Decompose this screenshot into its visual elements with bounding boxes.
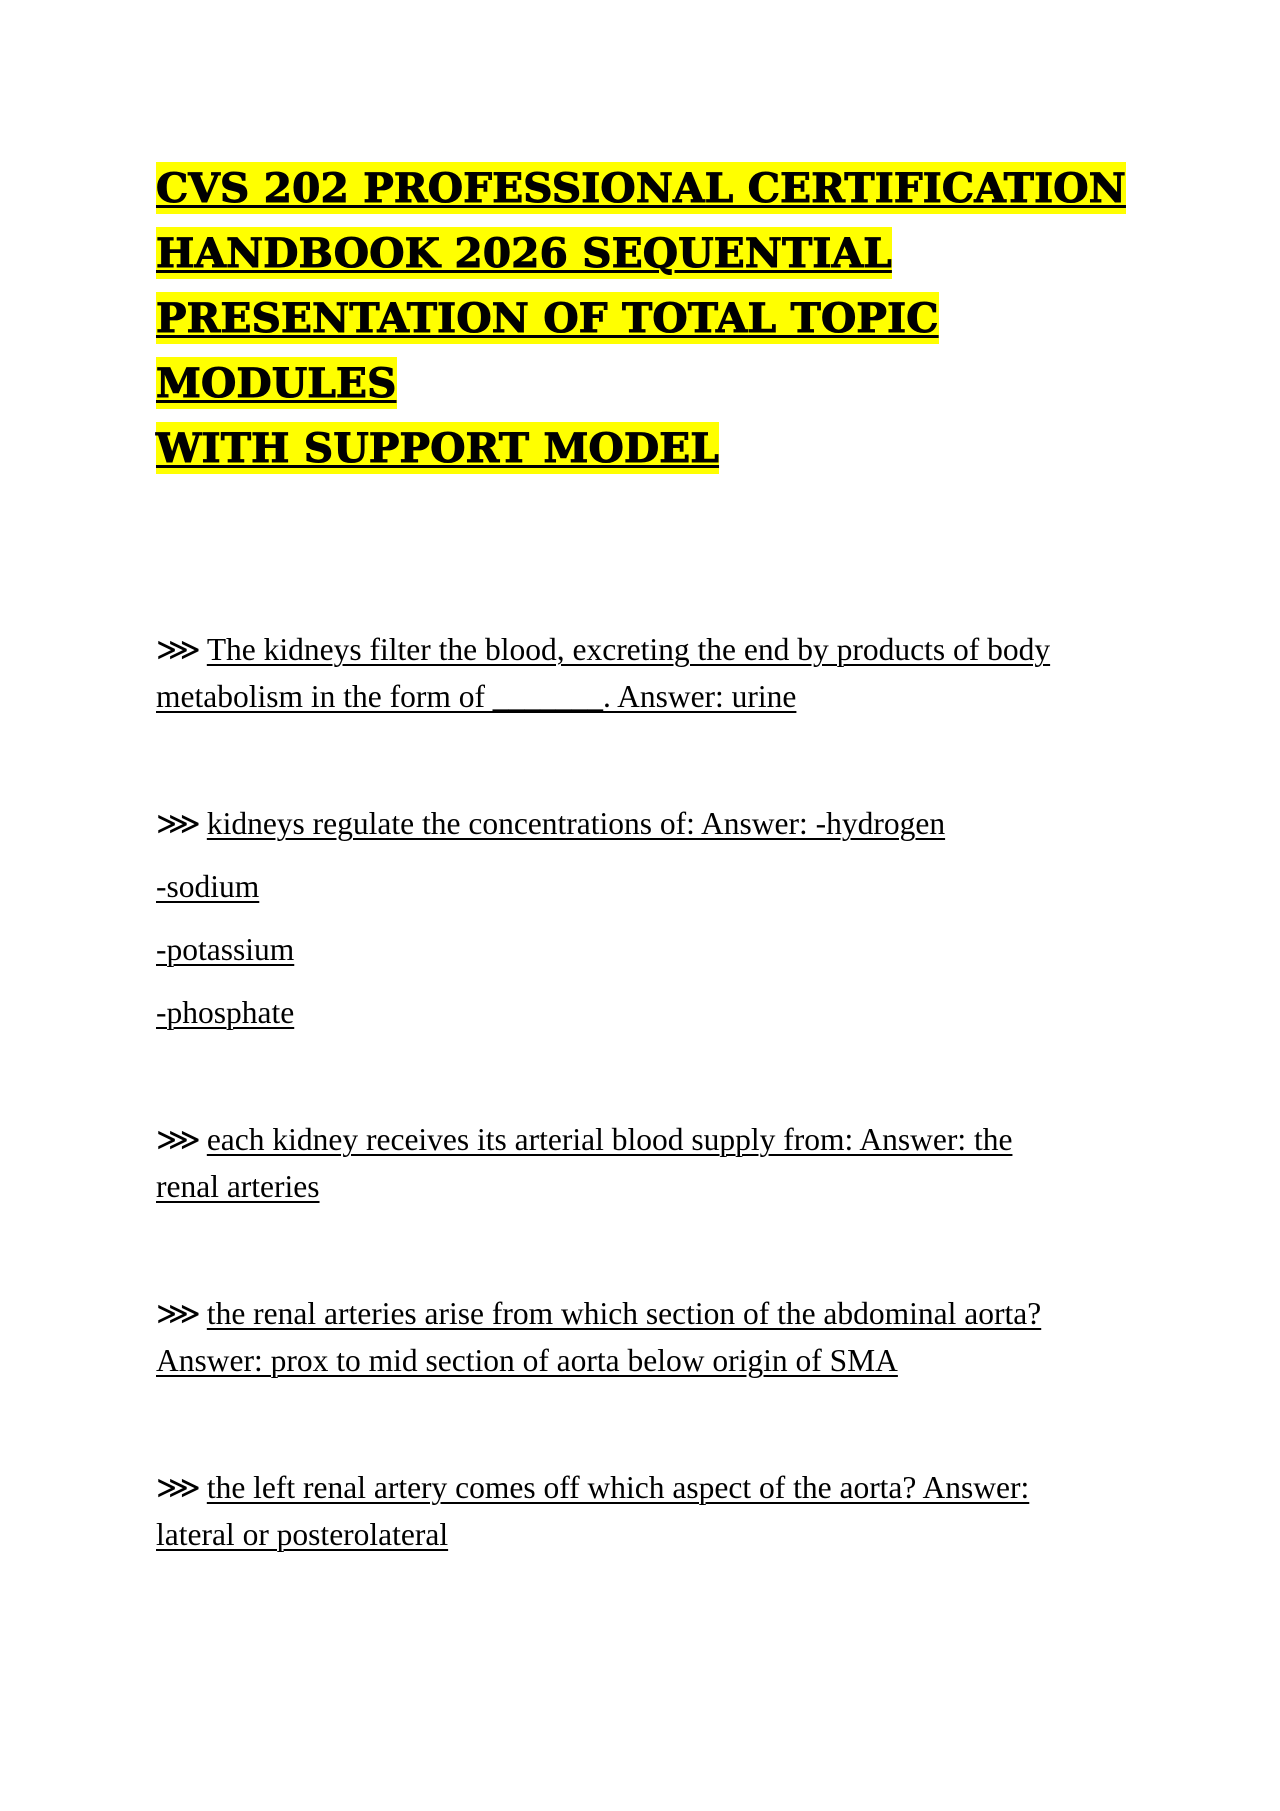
qa-text: the left renal artery comes off which aspect of the aorta? Answer:	[206, 1470, 1030, 1505]
qa-item	[156, 1464, 1136, 1558]
arrow-bullet-icon: ⋙	[156, 632, 201, 667]
qa-list	[156, 626, 1136, 1638]
arrow-bullet-icon: ⋙	[156, 1296, 201, 1331]
qa-text: Answer: prox to mid section of aorta below origin of SMA	[156, 1343, 898, 1378]
qa-answer-item: -potassium	[156, 932, 295, 967]
qa-question-line	[156, 626, 1136, 673]
qa-text: lateral or posterolateral	[156, 1517, 449, 1552]
title-line: HANDBOOK 2026 SEQUENTIAL	[156, 229, 892, 277]
arrow-bullet-icon: ⋙	[156, 1470, 201, 1505]
qa-answer-item: -sodium	[156, 869, 260, 904]
arrow-bullet-icon: ⋙	[156, 806, 201, 841]
qa-question-line	[156, 1116, 1136, 1163]
qa-text: the renal arteries arise from which section of the abdominal aorta?	[206, 1296, 1042, 1331]
qa-question-line	[156, 1464, 1136, 1511]
title-line: CVS 202 PROFESSIONAL CERTIFICATION	[156, 164, 1126, 212]
qa-item	[156, 1290, 1136, 1384]
qa-text: The kidneys filter the blood, excreting the end by products of body	[206, 632, 1051, 667]
qa-text: kidneys regulate the concentrations of: Answer: -hydrogen	[206, 806, 946, 841]
arrow-bullet-icon: ⋙	[156, 1122, 201, 1157]
qa-answer-item: -phosphate	[156, 995, 295, 1030]
qa-item	[156, 1116, 1136, 1210]
qa-question-line	[156, 1290, 1136, 1337]
title-line: PRESENTATION OF TOTAL TOPIC MODULES	[156, 294, 939, 407]
qa-item	[156, 800, 1136, 1044]
qa-text: each kidney receives its arterial blood supply from: Answer: the	[206, 1122, 1013, 1157]
qa-text: metabolism in the form of _______. Answer: urine	[156, 679, 797, 714]
qa-item	[156, 626, 1136, 720]
title-line: WITH SUPPORT MODEL	[156, 424, 720, 472]
document-page	[156, 156, 1136, 1552]
document-title	[156, 156, 1136, 481]
qa-question-line	[156, 800, 1136, 847]
qa-text: renal arteries	[156, 1169, 320, 1204]
